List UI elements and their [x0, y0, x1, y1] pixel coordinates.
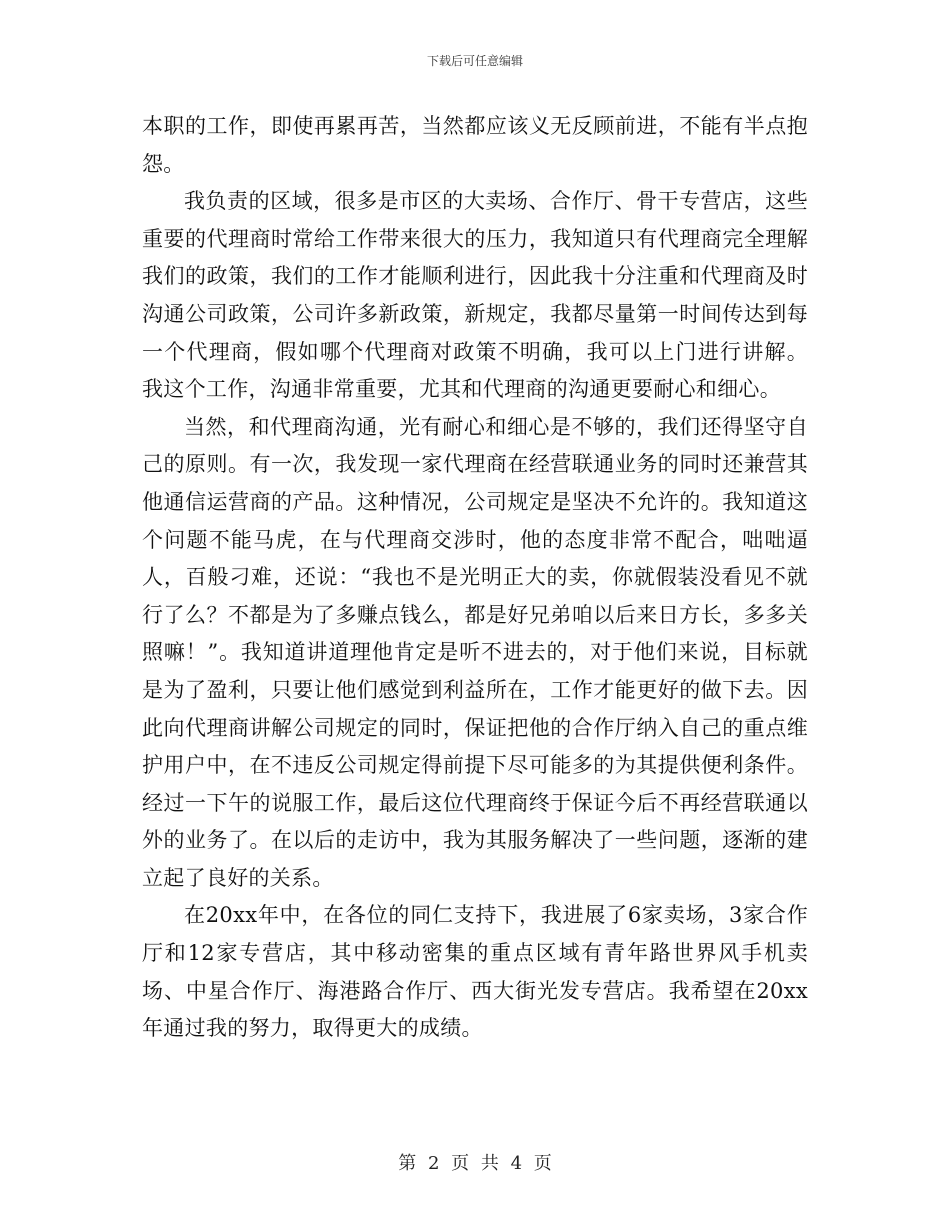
document-body	[142, 108, 808, 1048]
paragraph-principles: 当然，和代理商沟通，光有耐心和细心是不够的，我们还得坚守自己的原则。有一次，我发现一家代理商在经营联通业务的同时还兼营其他通信运营商的产品。这种情况，公司规定是坚决不允许的。我知道这个问题不能马虎，在与代理商交涉时，他的态度非常不配合，咄咄逼人，百般刁难，还说：“我也不是光明正大的卖，你就假装没看见不就行了么？不都是为了多赚点钱么，都是好兄弟咱以后来日方长，多多关照嘛！”。我知道讲道理他肯定是听不进去的，对于他们来说，目标就是为了盈利，只要让他们感觉到利益所在，工作才能更好的做下去。因此向代理商讲解公司规定的同时，保证把他的合作厅纳入自己的重点维护用户中，在不违反公司规定得前提下尽可能多的为其提供便利条件。经过一下午的说服工作，最后这位代理商终于保证今后不再经营联通以外的业务了。在以后的走访中，我为其服务解决了一些问题，逐渐的建立起了良好的关系。	[142, 414, 808, 890]
page-number: 第 2 页 共 4 页	[398, 1153, 552, 1174]
paragraph-area-responsibility: 我负责的区域，很多是市区的大卖场、合作厅、骨干专营店，这些重要的代理商时常给工作带来很大的压力，我知道只有代理商完全理解我们的政策，我们的工作才能顺利进行，因此我十分注重和代理商及时沟通公司政策，公司许多新政策，新规定，我都尽量第一时间传达到每一个代理商，假如哪个代理商对政策不明确，我可以上门进行讲解。 我这个工作，沟通非常重要，尤其和代理商的沟通更要耐心和细心。	[142, 189, 808, 402]
paragraph-achievements: 在20xx年中，在各位的同仁支持下，我进展了6家卖场，3家合作厅和12家专营店，其中移动密集的重点区域有青年路世界风手机卖场、中星合作厅、海港路合作厅、西大街光发专营店。我希望在20xx年通过我的努力，取得更大的成绩。	[142, 903, 808, 1041]
page-header-note: 下载后可任意编辑	[426, 54, 523, 68]
paragraph-continuation: 本职的工作，即使再累再苦，当然都应该义无反顾前进，不能有半点抱怨。	[142, 114, 808, 176]
